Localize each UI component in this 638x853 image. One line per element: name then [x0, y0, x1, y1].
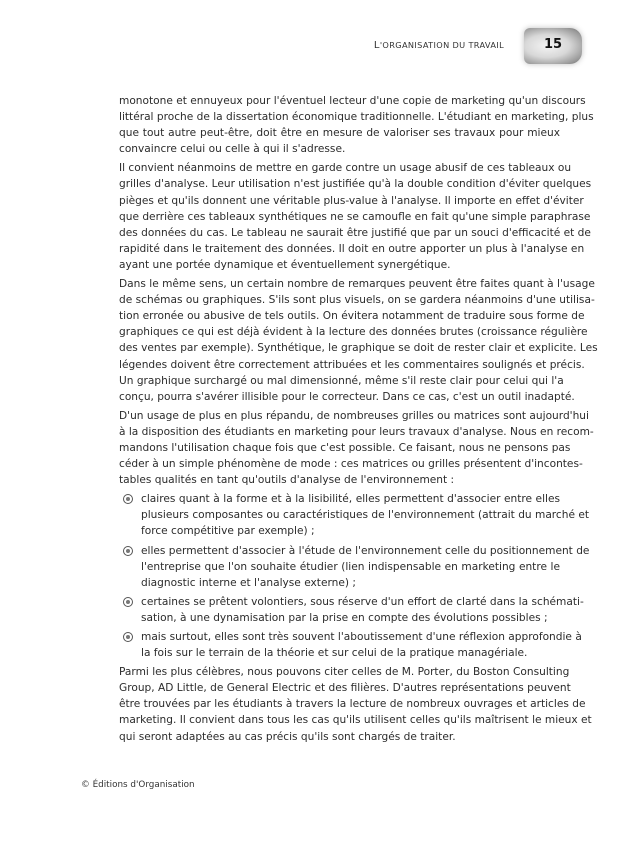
text-line: marketing. Il convient dans tous les cas qu'ils utilisent celles qu'ils maîtrisent le mieux et [119, 714, 592, 727]
page-number-tab [524, 28, 582, 64]
text-line: Un graphique surchargé ou mal dimensionné, même s'il reste clair pour celui qui l'a [119, 374, 564, 387]
list-item [119, 491, 590, 539]
copyright-footer: © Éditions d'Organisation [81, 780, 195, 790]
text-line: tion erronée ou abusive de tels outils. On évitera notamment de traduire sous forme de [119, 310, 585, 323]
text-line: force compétitive par exemple) ; [141, 525, 315, 538]
text-line: qui seront adaptées au cas précis qu'ils sont chargés de traiter. [119, 730, 456, 743]
text-line: légendes doivent être correctement attribuées et les commentaires soulignés et précis. [119, 358, 585, 371]
text-line: que derrière ces tableaux synthétiques ne se camoufle en fait qu'une simple paraphrase [119, 210, 591, 223]
text-line: Il convient néanmoins de mettre en garde contre un usage abusif de ces tableaux ou [119, 162, 572, 175]
paragraph-4 [119, 408, 594, 488]
text-line: diagnostic interne et l'analyse externe) ; [141, 576, 356, 589]
running-header-initial: L [373, 40, 380, 51]
text-line: Group, AD Little, de General Electric et des filières. D'autres représentations peuvent [119, 682, 571, 695]
text-line: mandons l'utilisation chaque fois que c'est possible. Ce faisant, nous ne pensons pas [119, 441, 571, 454]
circle-bullet-icon [123, 597, 133, 607]
text-line: littéral proche de la dissertation économique traditionnelle. L'étudiant en marketing, plus [119, 111, 594, 124]
text-line: que tout autre peut-être, doit être en mesure de valoriser ses travaux pour mieux [119, 127, 560, 140]
text-line: convaincre celui ou celle à qui il s'adresse. [119, 143, 346, 156]
text-line: elles permettent d'associer à l'étude de l'environnement celle du positionnement de [141, 544, 590, 557]
text-line: conçu, pourra s'avérer illisible pour le correcteur. Dans ce cas, c'est un outil inadapté. [119, 390, 575, 403]
circle-bullet-icon [123, 632, 133, 642]
text-line: mais surtout, elles sont très souvent l'aboutissement d'une réflexion approfondie à [141, 631, 582, 643]
page-header [0, 28, 638, 64]
list-item [119, 594, 584, 626]
text-line: céder à un simple phénomène de mode : ces matrices ou grilles présentent d'incontes- [119, 458, 583, 471]
text-line: des données du cas. Le tableau ne saurait être justifié que par un souci d'efficacité et de [119, 226, 591, 239]
body-text [119, 93, 598, 748]
text-line: de schémas ou graphiques. S'ils sont plus visuels, on se gardera néanmoins d'une utilisa- [119, 294, 595, 307]
text-line: claires quant à la forme et à la lisibilité, elles permettent d'associer entre elles [141, 493, 560, 506]
list-item [119, 629, 582, 661]
text-line: grilles d'analyse. Leur utilisation n'est justifiée qu'à la double condition d'éviter quelques [119, 178, 592, 191]
text-line: ayant une portée dynamique et éventuellement synergétique. [119, 258, 451, 271]
text-line: D'un usage de plus en plus répandu, de nombreuses grilles ou matrices sont aujourd'hui [119, 409, 589, 422]
text-line: la fois sur le terrain de la théorie et sur celui de la pratique managériale. [141, 647, 528, 660]
text-line: sation, à une dynamisation par la prise en compte des évolutions possibles ; [141, 611, 548, 624]
bullet-list [119, 491, 590, 661]
text-line: des ventes par exemple). Synthétique, le graphique se doit de rester clair et explicite. Les [119, 342, 598, 355]
paragraph-5 [119, 664, 592, 744]
text-line: l'entreprise que l'on souhaite étudier (lien indispensable en marketing entre le [141, 560, 560, 573]
paragraph-3 [119, 276, 598, 405]
page-number: 15 [544, 37, 563, 52]
circle-bullet-icon [123, 546, 133, 556]
list-item [119, 543, 590, 591]
text-line: à la disposition des étudiants en marketing pour leurs travaux d'analyse. Nous en recom- [119, 425, 594, 438]
running-header-rest: 'ORGANISATION DU TRAVAIL [379, 40, 504, 50]
paragraph-1 [119, 93, 594, 157]
text-line: certaines se prêtent volontiers, sous réserve d'un effort de clarté dans la schémati- [141, 595, 584, 608]
text-line: tables qualités en tant qu'outils d'analyse de l'environnement : [119, 474, 455, 487]
text-line: rapidité dans le traitement des données. Il doit en outre apporter un plus à l'analyse en [119, 242, 585, 255]
text-line: Dans le même sens, un certain nombre de remarques peuvent être faites quant à l'usage [119, 278, 595, 291]
text-line: pièges et qu'ils donnent une véritable plus-value à l'analyse. Il importe en effet d'éviter [119, 194, 584, 207]
text-line: être trouvées par les étudiants à travers la lecture de nombreux ouvrages et articles de [119, 698, 586, 711]
text-line: Parmi les plus célèbres, nous pouvons citer celles de M. Porter, du Boston Consulting [119, 666, 570, 679]
text-line: plusieurs composantes ou caractéristiques de l'environnement (attrait du marché et [141, 509, 590, 522]
circle-bullet-icon [123, 494, 133, 504]
text-line: graphiques ce qui est déjà évident à la lecture des données brutes (croissance régulière [119, 326, 588, 339]
text-line: monotone et ennuyeux pour l'éventuel lecteur d'une copie de marketing qu'un discours [119, 95, 586, 107]
paragraph-2 [119, 160, 592, 273]
running-header-title [374, 40, 504, 51]
